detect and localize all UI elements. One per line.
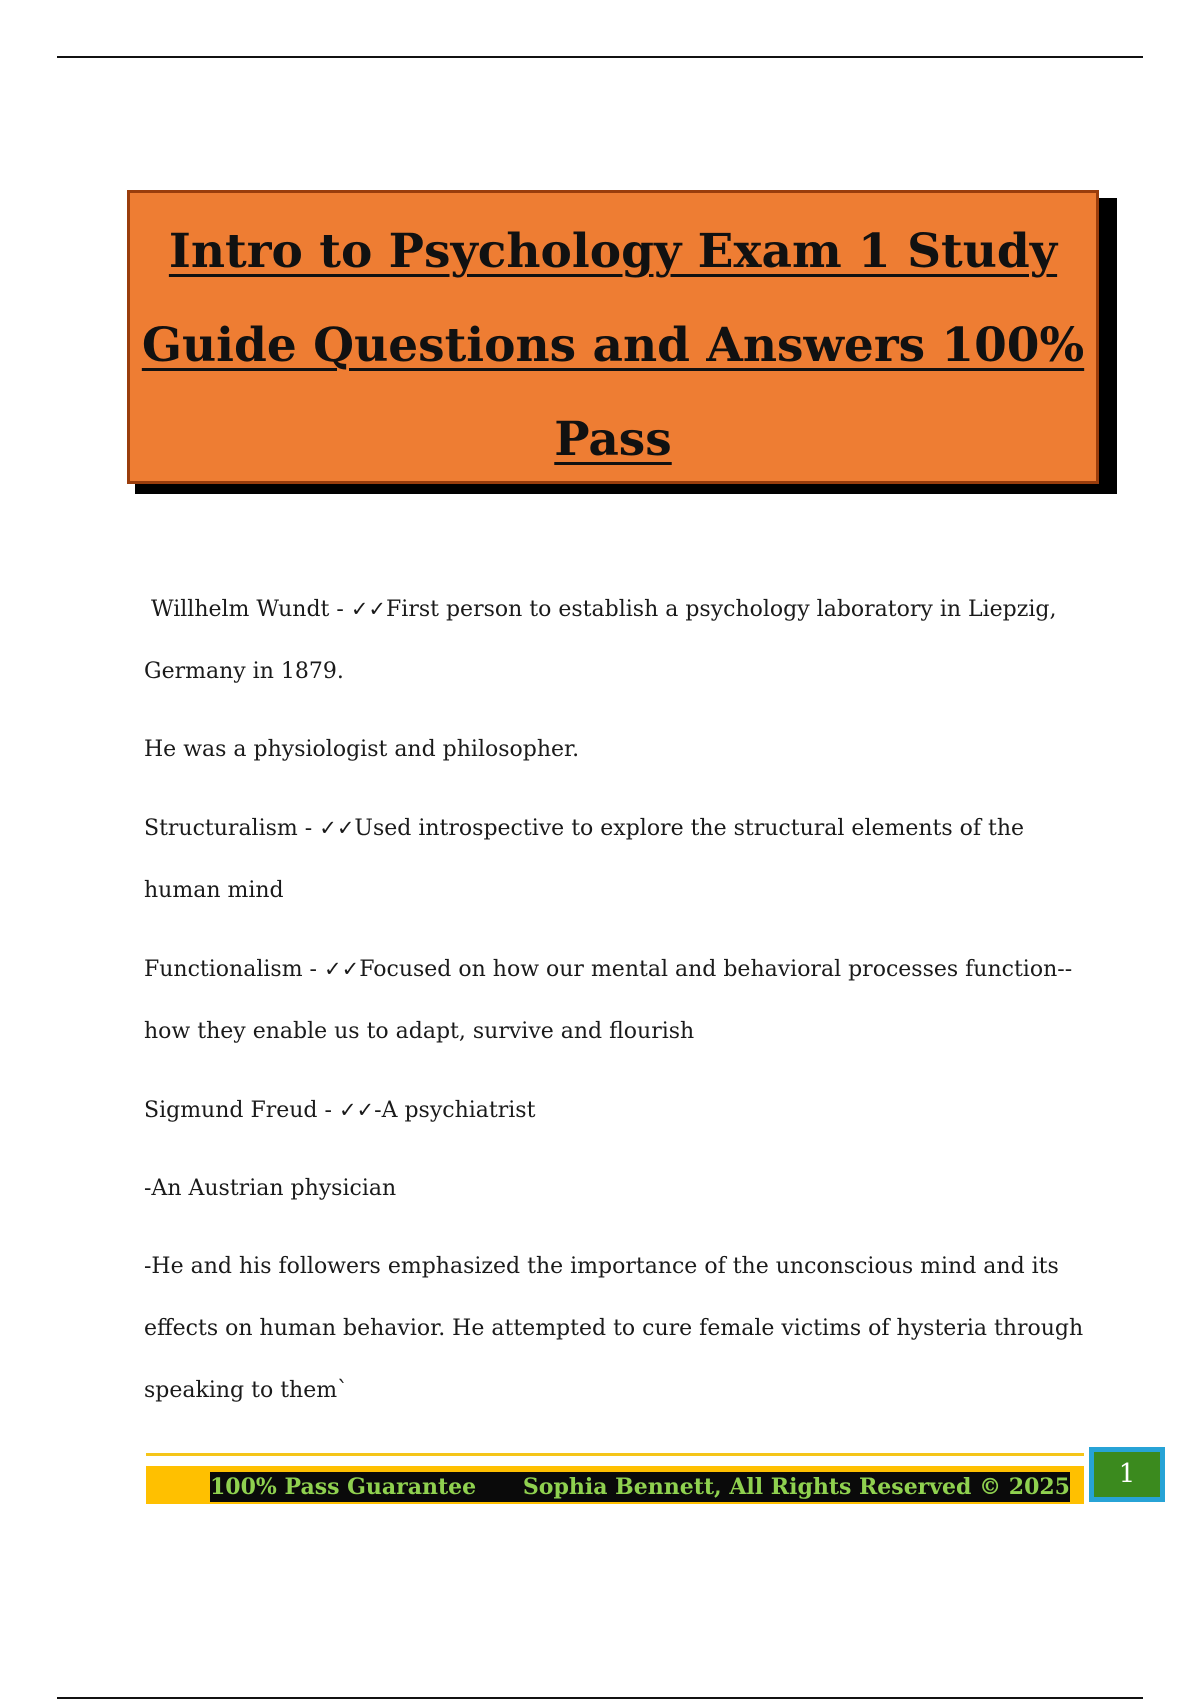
title-line-1: Intro to Psychology Exam 1 Study <box>168 224 1058 279</box>
checkmark-icon: ✓✓ <box>350 597 387 621</box>
footer-rule <box>146 1453 1084 1456</box>
footer-copyright: Sophia Bennett, All Rights Reserved © 2025 <box>522 1474 1070 1500</box>
title-box <box>127 190 1099 484</box>
entry-extra: He was a physiologist and philosopher. <box>144 737 580 762</box>
checkmark-icon: ✓✓ <box>319 816 355 840</box>
title-line-2: Guide Questions and Answers 100% <box>141 318 1085 373</box>
entry-term: Sigmund Freud <box>144 1098 318 1123</box>
footer-guarantee: 100% Pass Guarantee <box>210 1474 477 1500</box>
entry-extra: -An Austrian physician <box>144 1176 397 1201</box>
bottom-rule <box>57 1697 1143 1699</box>
entry-definition: -A psychiatrist <box>374 1098 536 1123</box>
entry-wundt <box>144 578 1084 703</box>
title-line-3: Pass <box>554 412 672 467</box>
page-number: 1 <box>1089 1447 1165 1502</box>
entry-definition: First person to establish a psychology laboratory in Liepzig, Germany in 1879. <box>144 597 1057 684</box>
entry-definition: Focused on how our mental and behavioral processes function--how they enable us to adapt, survive and flourish <box>144 957 1073 1044</box>
study-content <box>144 578 1084 1422</box>
title-banner <box>127 190 1107 496</box>
entry-separator: - <box>317 1098 339 1123</box>
entry-freud <box>144 1079 1084 1142</box>
document-title <box>130 205 1096 487</box>
entry-extra: -He and his followers emphasized the importance of the unconscious mind and its effects on human behavior. He attempted to cure female victims of hysteria through speaking to them` <box>144 1254 1084 1403</box>
entry-definition: Used introspective to explore the structural elements of the human mind <box>144 816 1025 903</box>
entry-functionalism <box>144 938 1084 1063</box>
checkmark-icon: ✓✓ <box>323 957 360 981</box>
entry-separator: - <box>297 816 320 841</box>
entry-separator: - <box>329 597 351 622</box>
entry-term: Structuralism <box>144 816 298 841</box>
entry-term: Functionalism <box>144 957 303 982</box>
entry-separator: - <box>302 957 324 982</box>
top-rule <box>57 56 1143 58</box>
entry-structuralism <box>144 797 1084 922</box>
entry-term: Willhelm Wundt <box>151 597 330 622</box>
checkmark-icon: ✓✓ <box>338 1098 375 1122</box>
